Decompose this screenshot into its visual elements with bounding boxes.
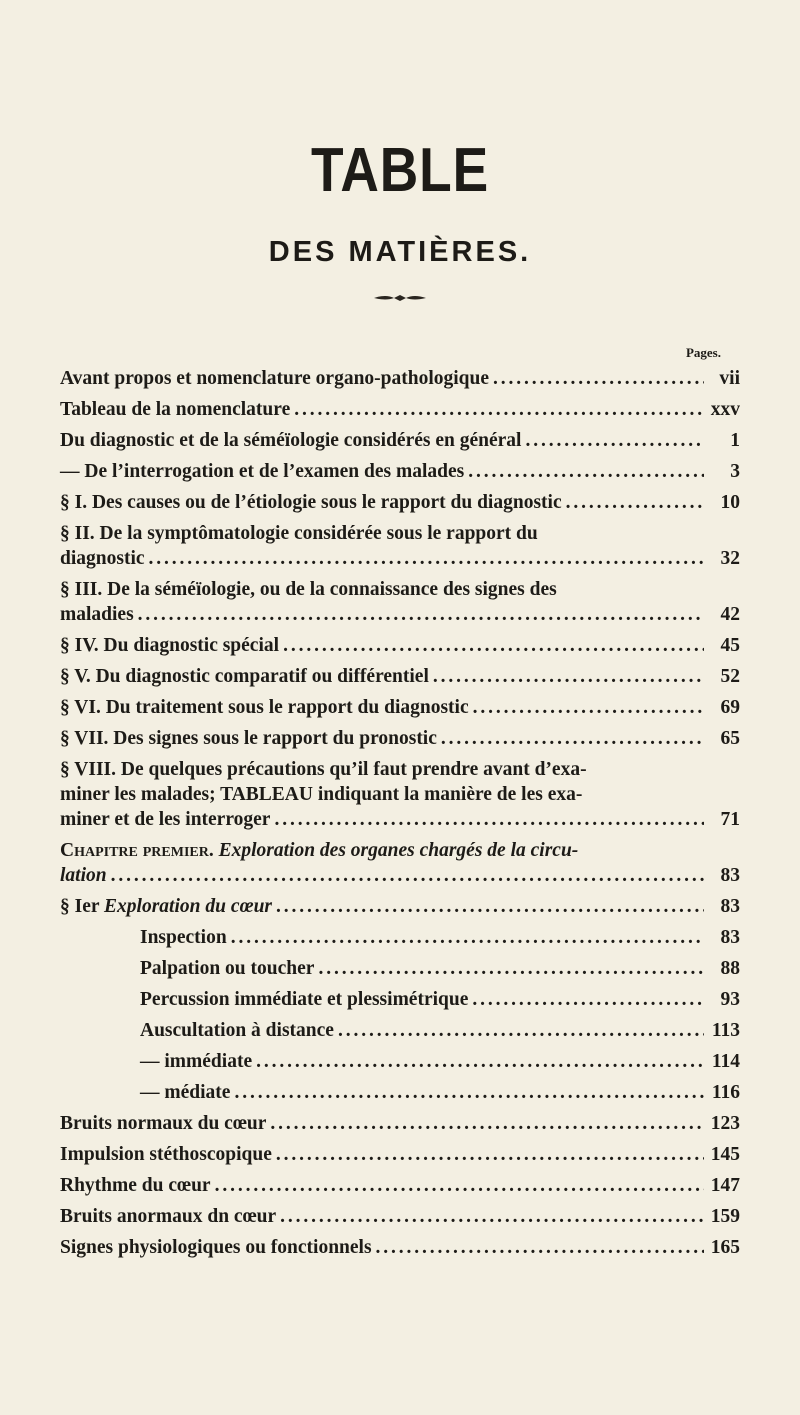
toc-entry-title xyxy=(60,863,107,888)
toc-entry-title xyxy=(60,1235,372,1260)
toc-entry-text: Percussion immédiate et plessimétrique xyxy=(140,989,469,1010)
toc-entry-text: Exploration du cœur xyxy=(104,896,273,917)
toc-entry-text: Avant propos et nomenclature organo-pathologique xyxy=(60,368,490,389)
toc-entry xyxy=(60,428,740,453)
toc-entry-text: § IV. Du diagnostic spécial xyxy=(60,635,280,656)
toc-entry xyxy=(60,987,740,1012)
toc-entry-title xyxy=(60,397,290,422)
dot-leader xyxy=(338,1018,704,1043)
page-number: 3 xyxy=(730,461,740,482)
toc-entry-title xyxy=(60,459,464,484)
toc-entry-text: Impulsion stéthoscopique xyxy=(60,1144,272,1165)
dot-leader xyxy=(441,726,704,751)
toc-entry xyxy=(60,956,740,981)
page-number: 83 xyxy=(720,927,740,948)
toc-entry xyxy=(60,1080,740,1105)
dot-leader xyxy=(280,1204,704,1229)
page-number: 71 xyxy=(720,809,740,830)
toc-entry-text: miner et de les interroger xyxy=(60,809,271,830)
page-number: 159 xyxy=(710,1206,740,1227)
toc-entry-text: § VI. Du traitement sous le rapport du diagnostic xyxy=(60,697,469,718)
dot-leader xyxy=(283,633,704,658)
page-title: TABLE xyxy=(310,136,490,205)
toc-entry-text: Palpation ou toucher xyxy=(140,958,315,979)
dot-leader xyxy=(138,602,704,627)
toc-entry-line xyxy=(60,782,740,807)
toc-entry-text: § VII. Des signes sous le rapport du pronostic xyxy=(60,728,437,749)
toc-entry-title xyxy=(60,664,429,689)
toc-entry-title xyxy=(140,956,314,981)
toc-entry-line xyxy=(60,757,740,782)
toc-entry-text: § II. De la symptômatologie considérée sous le rapport du xyxy=(60,523,538,544)
page-number: xxv xyxy=(710,399,740,420)
dot-leader xyxy=(274,807,704,832)
toc-entry-title xyxy=(60,490,562,515)
toc-entry-text: miner les malades; TABLEAU indiquant la manière de les exa- xyxy=(60,784,583,805)
page-number: 165 xyxy=(710,1237,740,1258)
toc-entry xyxy=(60,1142,740,1167)
section-label: § Ier xyxy=(60,896,100,917)
dot-leader xyxy=(215,1173,704,1198)
dot-leader xyxy=(231,925,704,950)
toc-entry-text: — médiate xyxy=(140,1082,231,1103)
page-number: 69 xyxy=(720,697,740,718)
dot-leader xyxy=(472,987,704,1012)
toc-entry xyxy=(60,1049,740,1074)
toc-entry-text: — immédiate xyxy=(140,1051,253,1072)
dot-leader xyxy=(468,459,704,484)
dot-leader xyxy=(525,428,704,453)
toc-entry-text: § VIII. De quelques précautions qu’il faut prendre avant d’exa- xyxy=(60,759,587,780)
toc-entry-title xyxy=(60,695,469,720)
toc-entry xyxy=(60,925,740,950)
toc-entry-title xyxy=(60,894,272,919)
page-number: 88 xyxy=(720,958,740,979)
toc-entry xyxy=(60,459,740,484)
toc-entry-title xyxy=(60,1204,276,1229)
page-number: 83 xyxy=(720,896,740,917)
toc-entry-line xyxy=(60,521,740,546)
toc-entry-text: Bruits normaux du cœur xyxy=(60,1113,267,1134)
toc-entry xyxy=(60,1204,740,1229)
toc-entry-line xyxy=(60,838,740,863)
toc-entry xyxy=(60,577,740,627)
toc-entry xyxy=(60,1018,740,1043)
toc-entry-title xyxy=(60,1173,211,1198)
toc-entry xyxy=(60,838,740,888)
toc-entry-text: Auscultation à distance xyxy=(140,1020,334,1041)
toc-entry-text: § I. Des causes ou de l’étiologie sous le rapport du diagnostic xyxy=(60,492,562,513)
ornament-icon xyxy=(372,293,428,303)
table-of-contents xyxy=(60,366,740,1260)
page-number: 114 xyxy=(711,1051,740,1072)
toc-entry-title xyxy=(60,633,279,658)
page-number: 1 xyxy=(730,430,740,451)
page-number: 65 xyxy=(720,728,740,749)
toc-entry-text: Rhythme du cœur xyxy=(60,1175,211,1196)
dot-leader xyxy=(234,1080,704,1105)
dot-leader xyxy=(376,1235,704,1260)
page-number: 116 xyxy=(711,1082,740,1103)
dot-leader xyxy=(294,397,704,422)
page-number: 10 xyxy=(720,492,740,513)
toc-entry-text: diagnostic xyxy=(60,548,145,569)
toc-entry xyxy=(60,1111,740,1136)
dot-leader xyxy=(318,956,704,981)
toc-entry-title xyxy=(60,1111,266,1136)
toc-entry-title xyxy=(60,546,145,571)
dot-leader xyxy=(276,894,704,919)
page-number: 147 xyxy=(710,1175,740,1196)
toc-entry-title xyxy=(60,1142,272,1167)
toc-entry-text: Tableau de la nomenclature xyxy=(60,399,291,420)
page-number: 32 xyxy=(720,548,740,569)
dot-leader xyxy=(149,546,704,571)
toc-entry xyxy=(60,695,740,720)
toc-entry-text: § III. De la séméïologie, ou de la connaissance des signes des xyxy=(60,579,557,600)
toc-entry-text: § V. Du diagnostic comparatif ou différentiel xyxy=(60,666,429,687)
toc-entry xyxy=(60,521,740,571)
page-number: 113 xyxy=(711,1020,740,1041)
dot-leader xyxy=(433,664,704,689)
toc-entry-title xyxy=(60,366,489,391)
toc-entry-text: — De l’interrogation et de l’examen des malades xyxy=(60,461,465,482)
dot-leader xyxy=(566,490,704,515)
page-number: 42 xyxy=(720,604,740,625)
toc-entry-text: maladies xyxy=(60,604,134,625)
toc-entry xyxy=(60,633,740,658)
dot-leader xyxy=(270,1111,704,1136)
toc-entry xyxy=(60,1173,740,1198)
toc-entry-line xyxy=(60,577,740,602)
toc-entry xyxy=(60,490,740,515)
dot-leader xyxy=(473,695,704,720)
toc-entry-title xyxy=(60,726,437,751)
toc-entry-text: Bruits anormaux dn cœur xyxy=(60,1206,277,1227)
page-number: vii xyxy=(719,368,740,389)
page-number: 83 xyxy=(720,865,740,886)
toc-entry xyxy=(60,664,740,689)
toc-entry-text: Signes physiologiques ou fonctionnels xyxy=(60,1237,372,1258)
page-number: 145 xyxy=(710,1144,740,1165)
page-number: 93 xyxy=(720,989,740,1010)
dot-leader xyxy=(493,366,704,391)
toc-entry-title xyxy=(140,1080,230,1105)
toc-entry-text: Inspection xyxy=(140,927,227,948)
toc-entry-title xyxy=(140,1018,334,1043)
dot-leader xyxy=(276,1142,704,1167)
toc-entry xyxy=(60,366,740,391)
toc-entry-title xyxy=(60,807,270,832)
dot-leader xyxy=(256,1049,704,1074)
toc-entry-text: Exploration des organes chargés de la circu- xyxy=(218,840,579,861)
page-number: 52 xyxy=(720,666,740,687)
toc-entry-title xyxy=(140,1049,252,1074)
toc-entry-title xyxy=(60,602,134,627)
toc-entry-text: lation xyxy=(60,865,107,886)
page-subtitle: DES MATIÈRES. xyxy=(268,236,532,268)
toc-entry xyxy=(60,757,740,832)
toc-entry-title xyxy=(140,987,468,1012)
toc-entry xyxy=(60,1235,740,1260)
page-number: 45 xyxy=(720,635,740,656)
toc-entry xyxy=(60,726,740,751)
page-number: 123 xyxy=(710,1113,740,1134)
dot-leader xyxy=(111,863,704,888)
pages-column-label: Pages. xyxy=(685,345,721,360)
toc-entry-text: Du diagnostic et de la séméïologie considérés en général xyxy=(60,430,522,451)
toc-entry-title xyxy=(140,925,227,950)
chapter-label: Chapitre premier. xyxy=(60,840,214,861)
toc-entry xyxy=(60,894,740,919)
toc-entry xyxy=(60,397,740,422)
toc-entry-title xyxy=(60,428,521,453)
